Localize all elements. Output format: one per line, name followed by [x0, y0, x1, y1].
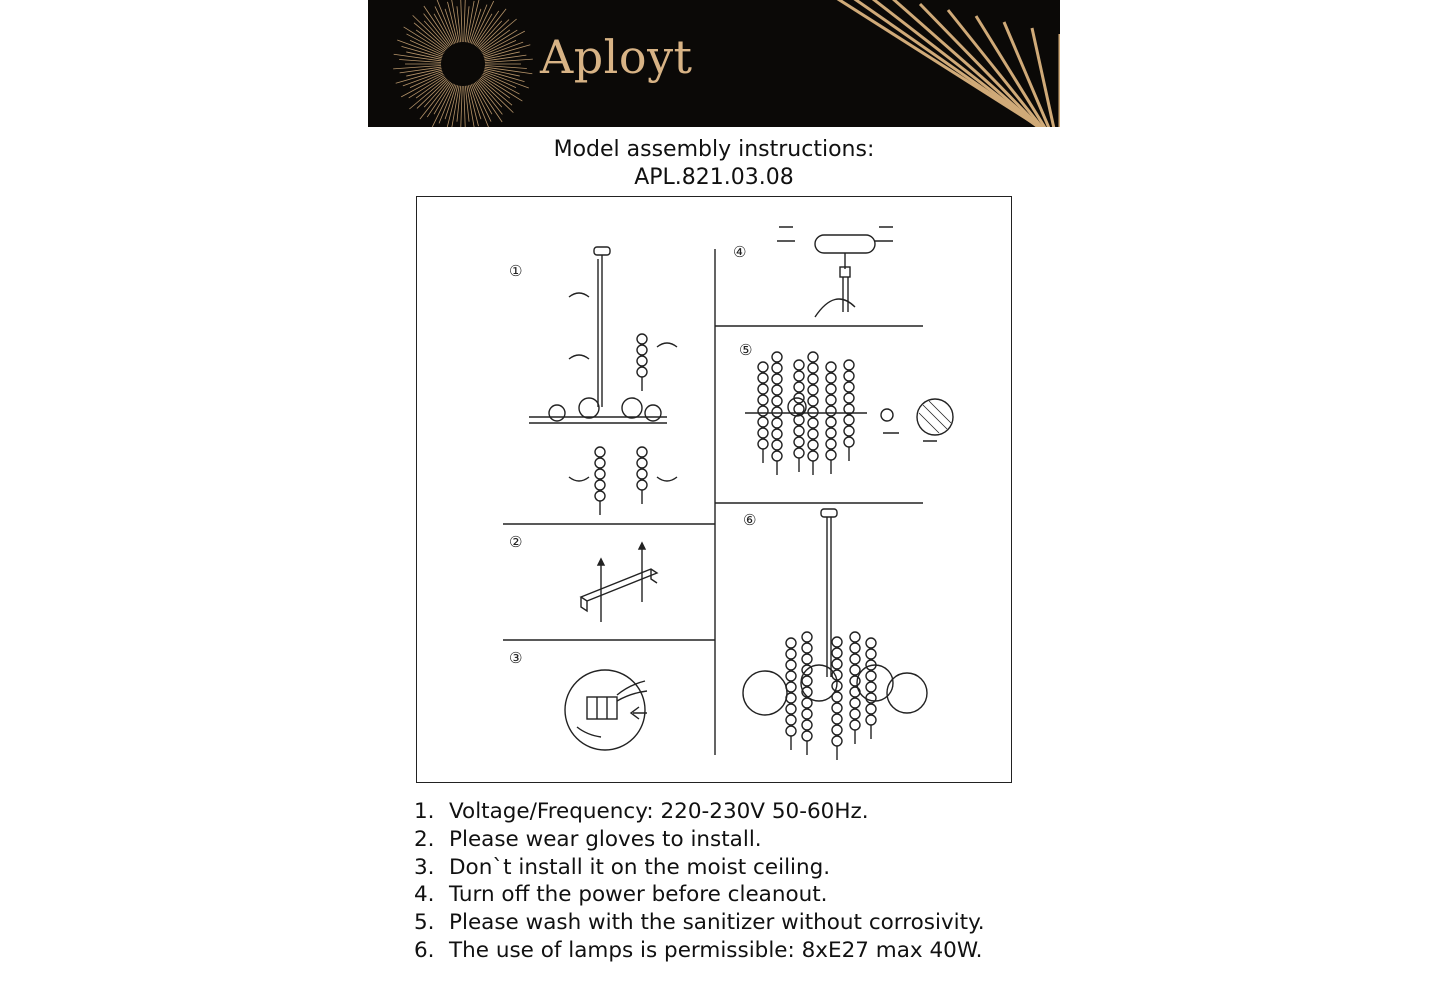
step-1-drawing: [529, 247, 677, 515]
step-2-drawing: [581, 543, 657, 622]
step-6-drawing: [743, 509, 927, 760]
step-3-drawing: [565, 670, 647, 750]
list-item: 5. Please wash with the sanitizer without corrosivity.: [414, 910, 985, 936]
step-5-drawing: [745, 352, 953, 475]
step-5-label: ⑤: [739, 341, 753, 359]
step-3-label: ③: [509, 649, 523, 667]
brand-banner: [368, 0, 1060, 127]
step-2-label: ②: [509, 533, 523, 551]
step-6-label: ⑥: [743, 511, 757, 529]
model-number: APL.821.03.08: [634, 165, 794, 190]
list-item: 4. Turn off the power before cleanout.: [414, 882, 828, 908]
safety-notes-list: [414, 798, 985, 965]
list-item: 3. Don`t install it on the moist ceiling.: [414, 854, 831, 880]
step-1-label: ①: [509, 262, 523, 280]
assembly-diagram: [416, 196, 1012, 783]
page-title: Model assembly instructions:: [553, 137, 875, 162]
step-4-label: ④: [733, 243, 747, 261]
list-item: 2. Please wear gloves to install.: [414, 826, 762, 852]
sunburst-logo-icon: [368, 0, 1060, 127]
brand-name: Aployt: [540, 30, 693, 84]
list-item: 6. The use of lamps is permissible: 8xE27 max 40W.: [414, 937, 983, 963]
list-item: 1. Voltage/Frequency: 220-230V 50-60Hz.: [414, 799, 869, 824]
step-4-drawing: [777, 227, 893, 317]
